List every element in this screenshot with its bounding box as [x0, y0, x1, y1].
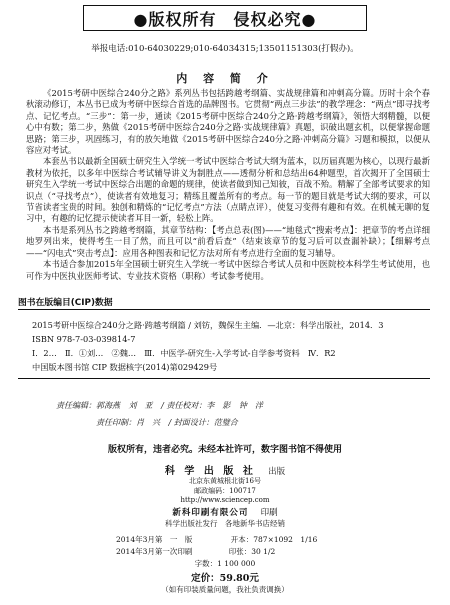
sheet-count: 印张：30 1/2: [228, 547, 276, 556]
edition-date: 2014年3月第 一 版: [116, 535, 193, 544]
printer-line: [0, 506, 450, 518]
summary-paragraph: 本书是系列丛书之跨越考纲篇，其章节结构：【考点总表(图)——“地毯式”搜索考点】：把章节的考点详细地罗列出来，使得考生一目了然，而且可以“前看后查”（结束该章节的复习后可以查漏补缺）；【细解考点——“闪电式”突击考点】：应用各种图表和记忆方法对所有考点进行全面的复习辅导。: [26, 224, 430, 258]
summary-paragraph: 本套丛书以最新全国硕士研究生入学统一考试中医综合考试大纲为蓝本，以历届真题为核心，以现行最新教材为依托，以多年中医综合考试辅导讲义为制胜点——透彻分析和总结出64种题型，首次揭开了全国硕士研究生入学统一考试中医综合出题的命题的规律，使读者做到知己知彼，百战不殆。精解了全部考试要求的知识点（“寻找考点”），使读者有效地复习；精练且覆盖所有的考点。每一节的题目就是考试大纲的要求，可以节省读者宝贵的时间。独创和精炼的“记忆考点”方法（点睛点评），使复习变得有趣和有效。在机械无聊的复习中，有趣的记忆提示使读者耳目一新，轻松上阵。: [26, 156, 430, 224]
publisher-postcode: 邮政编码：100717: [194, 487, 256, 495]
cip-heading: 图书在版编目(CIP)数据: [18, 298, 113, 308]
word-count: 字数：1 100 000: [194, 559, 256, 568]
cip-top-rule: [18, 309, 430, 310]
printer-name: 新科印刷有限公司: [172, 508, 249, 518]
publisher-line: [0, 462, 450, 477]
price: 定价：59.80元: [191, 573, 259, 584]
publisher-website: http://www.sciencep.com: [180, 496, 270, 504]
summary-title: 内 容 简 介: [176, 72, 274, 85]
rights-notice: 版权所有，违者必究。未经本社许可，数字图书馆不得使用: [107, 445, 342, 455]
staff-item: 钟 洋: [238, 401, 263, 410]
format-size: 开本：787×1092 1/16: [230, 535, 318, 544]
distribution-line: 科学出版社发行 各地新华书店经销: [165, 519, 285, 528]
printer-suffix: 印刷: [260, 508, 278, 518]
staff-line-production: [96, 417, 450, 428]
edition-line-1: [116, 534, 317, 545]
summary-paragraph: 《2015考研中医综合240分之路》系列丛书包括跨越考纲篇、实战规律篇和冲刺高分篇。历时十余个春秋滚动修订，本丛书已成为考研中医综合首选的品牌图书。它贯彻“两点三步法”的教学理念：“两点”即寻找考点、记忆考点。“三步”：第一步，通读《2015考研中医综合240分之路·跨越考纲篇》，领悟大纲精髓，以便心中有数；第二步，熟做《2015考研中医综合240分之路·实战规律篇》真题，识破出题玄机，以便掌握命题思路；第三步，巩固练习，有的放矢地做《2015考研中医综合240分之路·冲刺高分篇》习题和模拟，以便从容应对考试。: [26, 88, 430, 156]
publisher-name: 科 学 出 版 社: [164, 466, 256, 477]
cip-line: ISBN 978-7-03-039814-7: [32, 334, 136, 344]
staff-item: / 封面设计：范璧合: [168, 418, 238, 427]
copyright-banner: ●版权所有 侵权必究●: [83, 5, 367, 31]
cip-bottom-rule: [18, 378, 430, 379]
print-date: 2014年3月第一次印刷: [116, 547, 193, 556]
summary-paragraph: 本书适合参加2015年全国硕士研究生入学统一考试中医综合考试人员和中医院校本科学生考试使用，也可作为中医执业医师考试、专业技术资格（职称）考试参考使用。: [26, 259, 430, 281]
staff-item: 责任印制：肖 兴: [96, 418, 160, 427]
cip-line: 2015考研中医综合240分之路·跨越考纲篇 / 刘钫，魏保生主编．—北京：科学出版社，2014．3: [32, 320, 384, 330]
staff-line-editors: [56, 400, 416, 411]
cip-block: [32, 318, 430, 374]
staff-item: / 责任校对：李 影: [161, 401, 231, 410]
staff-item: 刘 亚: [128, 401, 153, 410]
publisher-address: 北京东黄城根北街16号: [189, 477, 261, 485]
cip-line: 中国版本图书馆 CIP 数据核字(2014)第029429号: [32, 362, 218, 372]
cip-line: Ⅰ．2… Ⅱ．①刘… ②魏… Ⅲ．中医学-研究生-入学考试-自学参考资料 Ⅳ．R2: [32, 348, 336, 358]
publisher-suffix: 出版: [268, 467, 286, 477]
defect-notice: （如有印装质量问题，我社负责调换）: [161, 585, 289, 594]
report-phone-line: 举报电话:010-64030229;010-64034315;13501151303(打假办)。: [91, 44, 359, 54]
summary-body: [26, 88, 430, 282]
staff-item: 责任编辑：郭海燕: [56, 401, 120, 410]
edition-line-2: [116, 546, 275, 557]
